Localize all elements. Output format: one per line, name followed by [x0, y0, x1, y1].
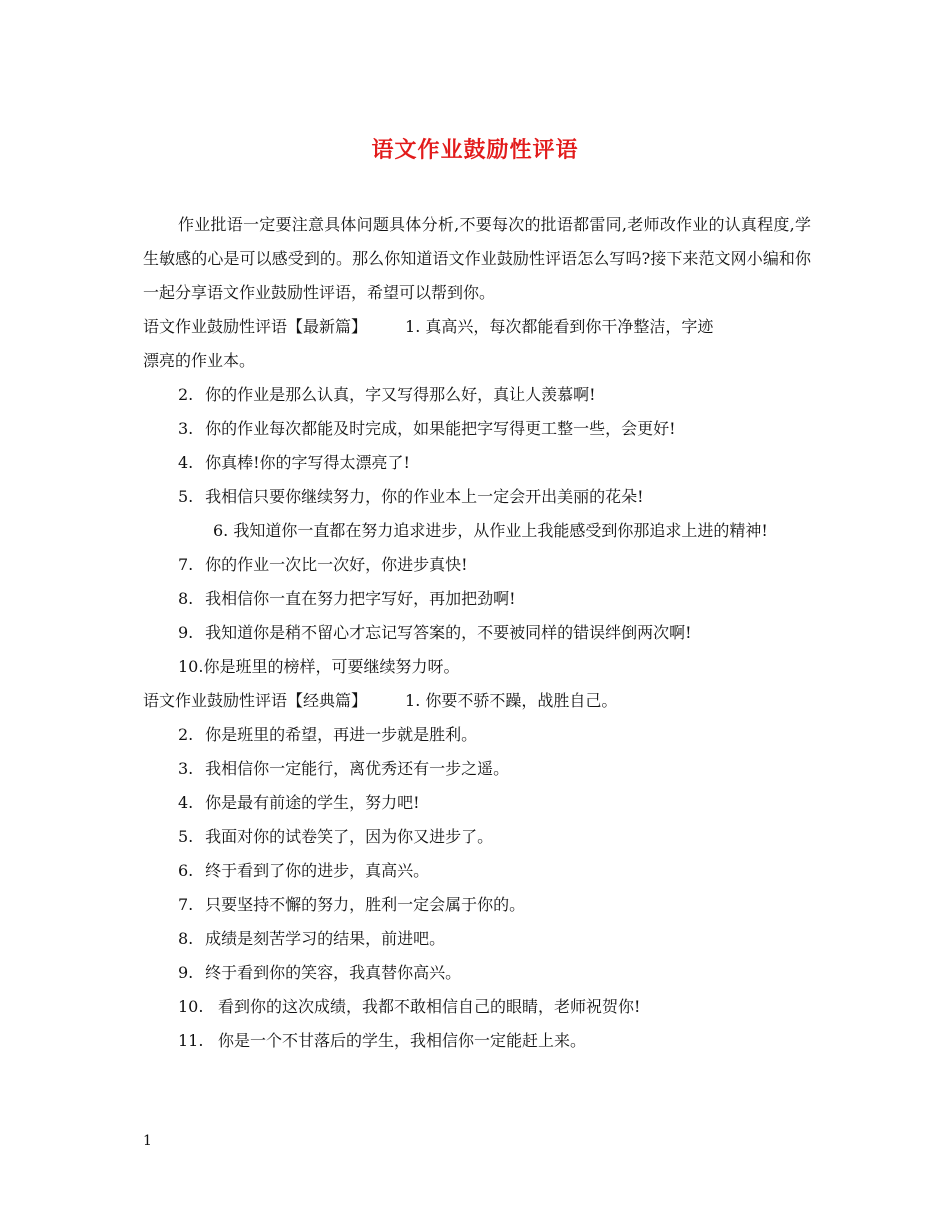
list-item-text: 我相信你一定能行，离优秀还有一步之遥。	[205, 759, 510, 778]
list-item-text: 我相信只要你继续努力，你的作业本上一定会开出美丽的花朵!	[205, 487, 644, 506]
list-item-text: 你的作业是那么认真，字又写得那么好，真让人羡慕啊!	[205, 385, 596, 404]
list-item-text: 我知道你是稍不留心才忘记写答案的，不要被同样的错误绊倒两次啊!	[205, 623, 692, 642]
list-item-number: 9.	[178, 963, 194, 982]
list-item	[143, 548, 811, 582]
list-item-number: 2.	[178, 385, 194, 404]
list-item-number: 8.	[178, 589, 194, 608]
list-item	[143, 378, 811, 412]
list-item	[143, 820, 811, 854]
list-item-number: 11.	[178, 1031, 204, 1050]
section-heading-text: 语文作业鼓励性评语【最新篇】	[143, 317, 368, 336]
list-item-number: 4.	[178, 453, 194, 472]
list-item-text: 终于看到你的笑容，我真替你高兴。	[205, 963, 462, 982]
list-item-text: 我面对你的试卷笑了，因为你又进步了。	[205, 827, 494, 846]
list-item	[143, 922, 811, 956]
list-item-text: 成绩是刻苦学习的结果，前进吧。	[205, 929, 446, 948]
list-item	[143, 888, 811, 922]
list-item-text: 你要不骄不躁，战胜自己。	[425, 691, 618, 710]
list-item	[143, 582, 811, 616]
list-item-number: 5.	[178, 827, 194, 846]
list-item-number: 1.	[405, 317, 421, 336]
list-item-text: 你是一个不甘落后的学生，我相信你一定能赶上来。	[218, 1031, 587, 1050]
list-item-number: 10.	[178, 657, 204, 676]
list-item-number: 3.	[178, 419, 194, 438]
list-item	[143, 480, 811, 514]
list-item-continuation: 漂亮的作业本。	[143, 351, 256, 370]
list-item-text: 你是班里的榜样，可要继续努力呀。	[203, 657, 460, 676]
list-item-text: 终于看到了你的进步，真高兴。	[205, 861, 430, 880]
intro-paragraph: 作业批语一定要注意具体问题具体分析,不要每次的批语都雷同,老师改作业的认真程度,学生敏感的心是可以感受到的。那么你知道语文作业鼓励性评语怎么写吗?接下来范文网小编和你一起分享语文作业鼓励性评语，希望可以帮到你。	[143, 215, 811, 302]
list-item	[143, 752, 811, 786]
list-item-text: 我相信你一直在努力把字写好，再加把劲啊!	[205, 589, 516, 608]
list-item-text: 我知道你一直都在努力追求进步，从作业上我能感受到你那追求上进的精神!	[233, 521, 768, 540]
list-item	[143, 650, 811, 684]
list-item-number: 5.	[178, 487, 194, 506]
list-item	[143, 786, 811, 820]
list-item-number: 2.	[178, 725, 194, 744]
list-item	[143, 616, 811, 650]
list-item-text: 你是班里的希望，再进一步就是胜利。	[205, 725, 478, 744]
page-number: 1	[143, 1133, 152, 1149]
section-heading-classic	[143, 684, 811, 718]
list-item	[143, 956, 811, 990]
list-item-number: 8.	[178, 929, 194, 948]
list-item-text: 真高兴，每次都能看到你干净整洁，字迹	[425, 317, 714, 336]
list-item-number: 10.	[178, 997, 204, 1016]
list-item	[143, 1024, 811, 1058]
list-item-text: 只要坚持不懈的努力，胜利一定会属于你的。	[205, 895, 526, 914]
list-item-number: 9.	[178, 623, 194, 642]
list-item-text: 你真棒!你的字写得太漂亮了!	[205, 453, 410, 472]
list-item-number: 1.	[405, 691, 421, 710]
document-body	[143, 208, 811, 1058]
section-heading-latest	[143, 310, 811, 344]
list-item-text: 看到你的这次成绩，我都不敢相信自己的眼睛，老师祝贺你!	[218, 997, 641, 1016]
list-item	[143, 718, 811, 752]
list-item-number: 6.	[213, 521, 229, 540]
list-item	[143, 854, 811, 888]
list-item-text: 你的作业每次都能及时完成，如果能把字写得更工整一些，会更好!	[205, 419, 676, 438]
list-item-number: 7.	[178, 895, 194, 914]
list-item	[143, 446, 811, 480]
list-item-number: 6.	[178, 861, 194, 880]
list-item	[143, 990, 811, 1024]
list-item-number: 4.	[178, 793, 194, 812]
list-item-number: 3.	[178, 759, 194, 778]
list-item-text: 你的作业一次比一次好，你进步真快!	[205, 555, 468, 574]
list-item-number: 7.	[178, 555, 194, 574]
list-item	[143, 412, 811, 446]
list-item	[143, 514, 811, 548]
list-item-text: 你是最有前途的学生，努力吧!	[205, 793, 420, 812]
section-heading-text: 语文作业鼓励性评语【经典篇】	[143, 691, 368, 710]
document-title: 语文作业鼓励性评语	[371, 137, 579, 163]
